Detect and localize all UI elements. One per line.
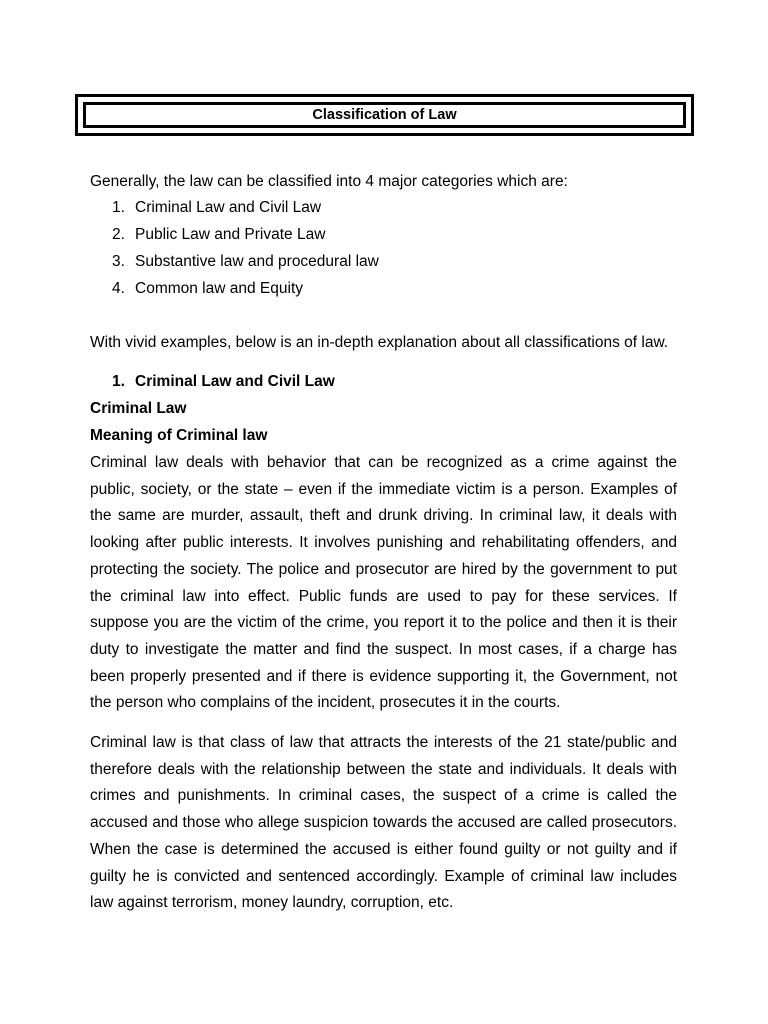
category-number: 2. <box>112 226 125 243</box>
category-label: Common law and Equity <box>135 280 303 297</box>
section-heading <box>112 372 335 392</box>
title-box <box>75 94 694 136</box>
section-number: 1. <box>112 373 125 390</box>
meaning-heading: Meaning of Criminal law <box>90 427 268 444</box>
category-number: 3. <box>112 253 125 270</box>
category-item <box>112 225 325 245</box>
paragraph: Criminal law is that class of law that attracts the interests of the 21 state/public and therefore deals with the relationship between the state and individuals. It deals with crimes and punishments. In criminal cases, the suspect of a crime is called the accused and those who allege suspicion towards the accused are called prosecutors. When the case is determined the accused is either found guilty or not guilty and if guilty he is convicted and sentenced accordingly. Example of criminal law includes law against terrorism, money laundry, corruption, etc. <box>90 734 677 912</box>
subheading: Criminal Law <box>90 400 187 417</box>
category-label: Criminal Law and Civil Law <box>135 199 322 216</box>
paragraph: Criminal law deals with behavior that can be recognized as a crime against the public, society, or the state – even if the immediate victim is a person. Examples of the same are murder, assault, theft and drunk driving. In criminal law, it deals with looking after public interests. It involves punishing and rehabilitating offenders, and protecting the society. The police and prosecutor are hired by the government to put the criminal law into effect. Public funds are used to pay for these services. If suppose you are the victim of the crime, you report it to the police and then it is their duty to investigate the matter and find the suspect. In most cases, if a charge has been properly presented and if there is evidence supporting it, the Government, not the person who complains of the incident, prosecutes it in the courts. <box>90 454 677 712</box>
category-label: Public Law and Private Law <box>135 226 326 243</box>
category-item <box>112 252 379 272</box>
category-label: Substantive law and procedural law <box>135 253 379 270</box>
intro-text: Generally, the law can be classified into 4 major categories which are: <box>90 173 568 190</box>
section-title: Criminal Law and Civil Law <box>135 373 335 390</box>
category-number: 1. <box>112 199 125 216</box>
document-title: Classification of Law <box>83 102 686 128</box>
category-item <box>112 279 303 299</box>
category-item <box>112 198 321 218</box>
category-number: 4. <box>112 280 125 297</box>
examples-intro: With vivid examples, below is an in-depth explanation about all classifications of law. <box>90 334 669 351</box>
